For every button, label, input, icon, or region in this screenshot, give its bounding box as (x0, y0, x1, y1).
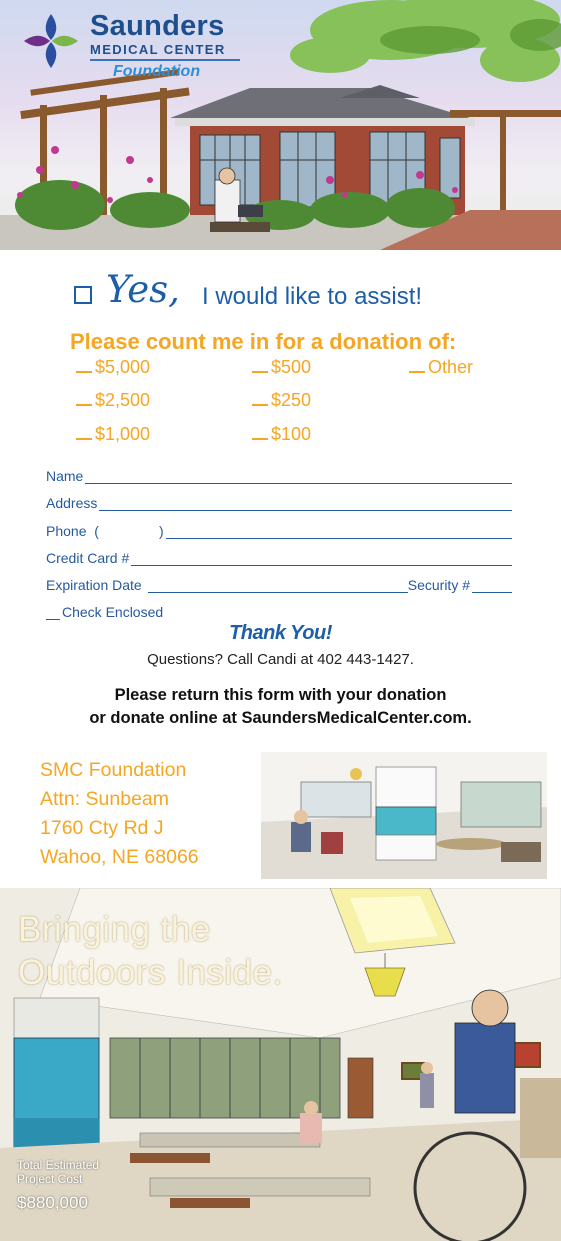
assist-text: I would like to assist! (202, 283, 423, 310)
cost-label-line-2: Project Cost (17, 1172, 83, 1186)
address-line-4: Wahoo, NE 68066 (40, 846, 199, 868)
phone-label: Phone ( (46, 523, 99, 539)
exterior-illustration (0, 0, 561, 250)
amount-option[interactable]: $2,500 (76, 390, 150, 411)
building-sketch (0, 0, 561, 250)
check-blank (46, 605, 60, 620)
name-label: Name (46, 468, 84, 484)
amount-option[interactable]: $5,000 (76, 357, 150, 378)
lounge-illustration (261, 752, 547, 879)
cost-label-line-1: Total Estimated (17, 1158, 100, 1172)
phone-field[interactable] (46, 521, 512, 539)
amount-option[interactable]: $500 (252, 357, 311, 378)
address-line-2: Attn: Sunbeam (40, 788, 169, 810)
address-line-3: 1760 Cty Rd J (40, 817, 164, 839)
amount-option-other[interactable]: Other (409, 357, 473, 378)
expiration-label: Expiration Date (46, 577, 142, 593)
credit-card-field[interactable] (46, 548, 512, 566)
headline-line-1: Bringing the (18, 910, 211, 949)
cost-label (17, 1158, 99, 1186)
logo-title: Saunders (90, 10, 225, 42)
expiration-line[interactable] (148, 578, 408, 593)
cost-value: $880,000 (17, 1193, 88, 1212)
address-label: Address (46, 495, 98, 511)
questions-text: Questions? Call Candi at 402 443-1427. (147, 651, 414, 668)
credit-card-label: Credit Card # (46, 550, 130, 566)
amount-option[interactable]: $250 (252, 390, 311, 411)
address-field[interactable] (46, 493, 512, 511)
check-label: Check Enclosed (62, 604, 164, 620)
thank-you: Thank You! (229, 622, 332, 644)
logo-foundation: Foundation (113, 63, 201, 80)
yes-script: Yes, (106, 268, 180, 311)
logo-divider (90, 59, 240, 61)
return-line-1: Please return this form with your donation (114, 686, 447, 704)
security-label: Security # (407, 577, 470, 593)
assist-checkbox[interactable] (74, 286, 92, 304)
name-field[interactable] (46, 466, 512, 484)
amount-option[interactable]: $100 (252, 424, 311, 445)
phone-paren-close: ) (158, 523, 164, 539)
headline-line-2: Outdoors Inside. (18, 953, 283, 992)
check-enclosed-field[interactable] (46, 602, 246, 620)
return-instructions (0, 684, 561, 730)
lounge-sketch (261, 752, 547, 879)
interior-headline (18, 908, 283, 994)
address-line-1: SMC Foundation (40, 759, 187, 781)
expiration-security-row[interactable] (46, 575, 512, 593)
mailing-address (40, 756, 199, 872)
amount-option[interactable]: $1,000 (76, 424, 150, 445)
return-line-2: or donate online at SaundersMedicalCenter.com. (89, 709, 472, 727)
saunders-logo-icon (22, 12, 80, 70)
security-line[interactable] (472, 578, 512, 593)
donation-heading: Please count me in for a donation of: (70, 329, 457, 354)
logo-subtitle: MEDICAL CENTER (90, 42, 226, 57)
